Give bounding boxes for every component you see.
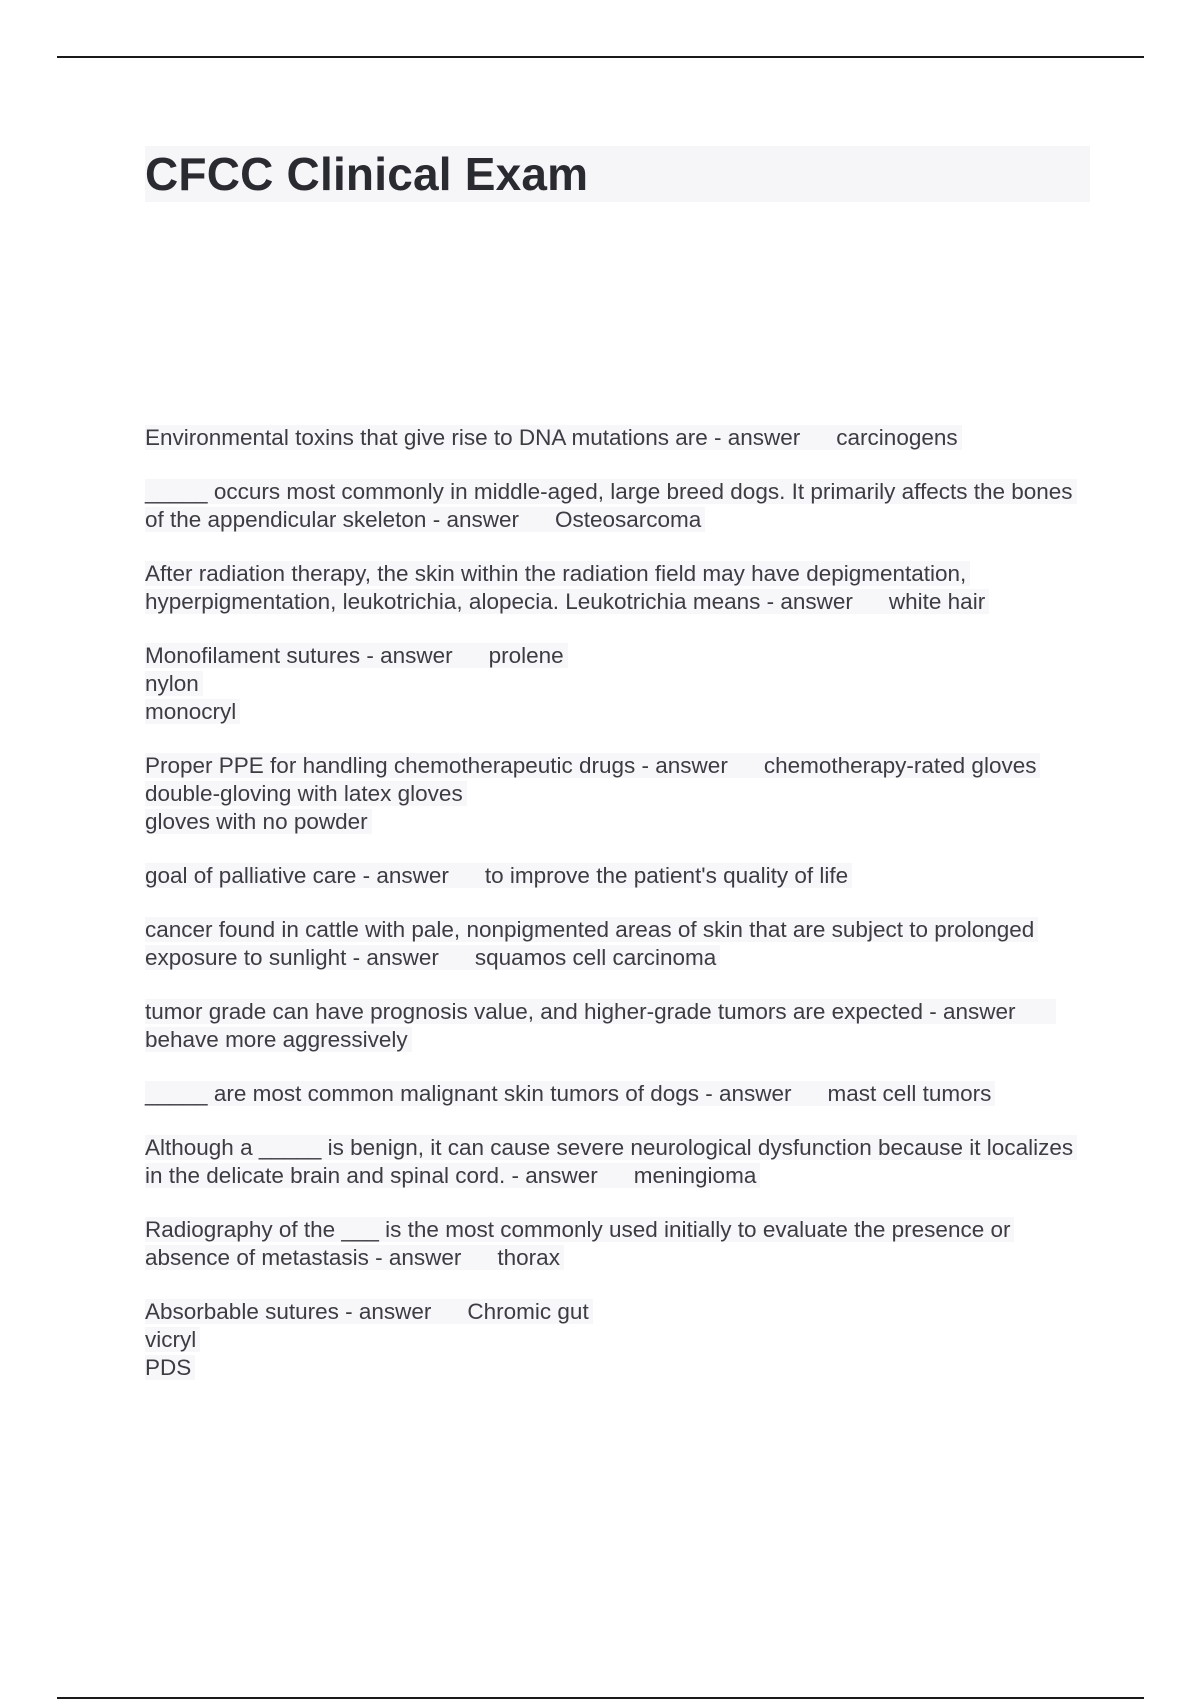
qa-item	[145, 916, 1095, 972]
top-rule	[57, 56, 1144, 58]
qa-item	[145, 1134, 1095, 1190]
answer-text: Osteosarcoma	[554, 507, 702, 532]
question-text: Absorbable sutures - answer	[145, 1299, 432, 1324]
answer-text: Chromic gut vicryl PDS	[145, 1299, 589, 1380]
answer-text: squamos cell carcinoma	[474, 945, 717, 970]
question-text: Environmental toxins that give rise to DNA mutations are - answer	[145, 425, 801, 450]
qa-item	[145, 752, 1095, 836]
question-text: _____ occurs most commonly in middle-aged, large breed dogs. It primarily affects the bones of the appendicular skeleton - answer	[145, 479, 1073, 532]
question-text: Monofilament sutures - answer	[145, 643, 453, 668]
answer-text: meningioma	[633, 1163, 757, 1188]
answer-text: thorax	[497, 1245, 560, 1270]
qa-item	[145, 1298, 1095, 1382]
qa-item	[145, 478, 1095, 534]
qa-list	[145, 424, 1095, 1408]
question-text: After radiation therapy, the skin within the radiation field may have depigmentation, hyperpigmentation, leukotrichia, alopecia. Leukotrichia means - answer	[145, 561, 967, 614]
document-title: CFCC Clinical Exam	[145, 148, 589, 200]
answer-text: white hair	[888, 589, 986, 614]
answer-text: behave more aggressively	[145, 1027, 408, 1052]
answer-text: prolene nylon monocryl	[145, 643, 564, 724]
question-text: cancer found in cattle with pale, nonpigmented areas of skin that are subject to prolonged exposure to sunlight - answer	[145, 917, 1035, 970]
answer-text: carcinogens	[836, 425, 958, 450]
question-text: _____ are most common malignant skin tumors of dogs - answer	[145, 1081, 792, 1106]
qa-item	[145, 1216, 1095, 1272]
question-text: tumor grade can have prognosis value, and higher-grade tumors are expected - answer	[145, 999, 1016, 1024]
qa-item	[145, 424, 1095, 452]
question-text: Proper PPE for handling chemotherapeutic drugs - answer	[145, 753, 728, 778]
qa-item	[145, 862, 1095, 890]
answer-text: to improve the patient's quality of life	[484, 863, 849, 888]
answer-text: mast cell tumors	[827, 1081, 992, 1106]
answer-text: chemotherapy-rated gloves double-gloving with latex gloves gloves with no powder	[145, 753, 1037, 834]
question-text: Although a _____ is benign, it can cause severe neurological dysfunction because it localizes in the delicate brain and spinal cord. - answer	[145, 1135, 1074, 1188]
qa-item	[145, 998, 1095, 1054]
qa-item	[145, 560, 1095, 616]
qa-item	[145, 642, 1095, 726]
qa-item	[145, 1080, 1095, 1108]
bottom-rule	[57, 1697, 1144, 1699]
question-text: Radiography of the ___ is the most commonly used initially to evaluate the presence or absence of metastasis - answer	[145, 1217, 1011, 1270]
question-text: goal of palliative care - answer	[145, 863, 449, 888]
